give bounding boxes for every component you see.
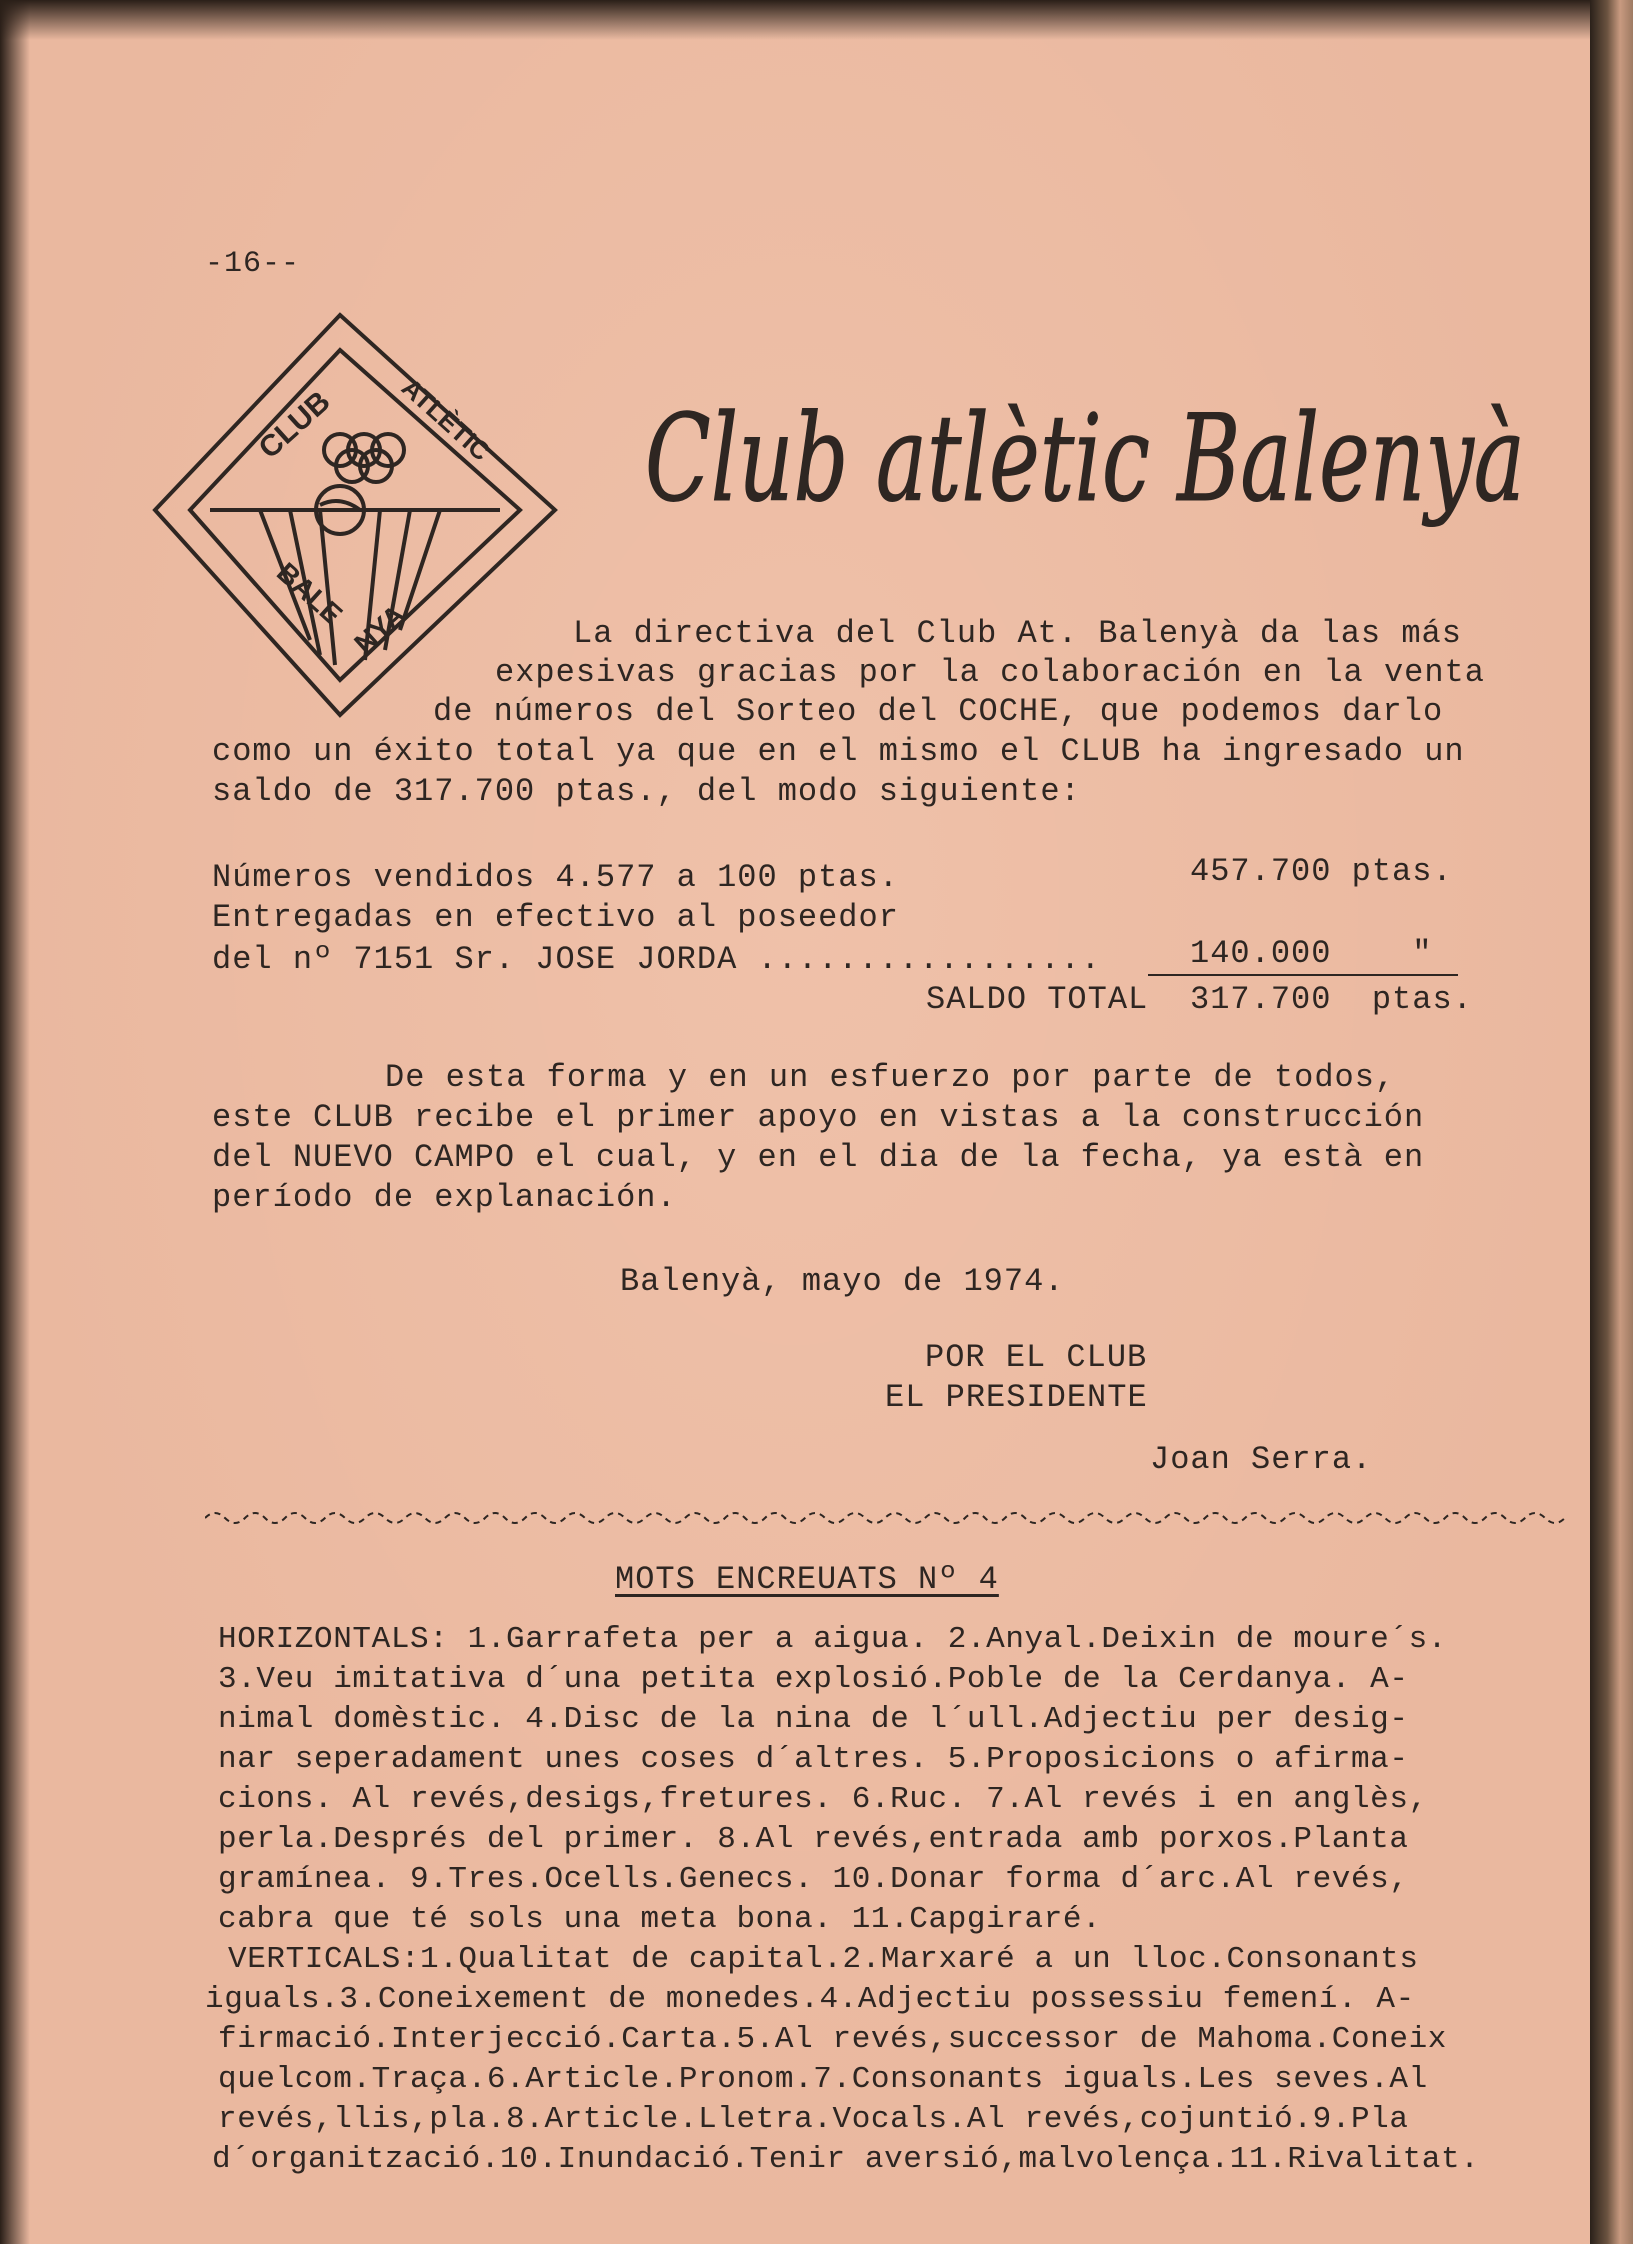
svg-text:ATLÈTIC: ATLÈTIC: [395, 372, 497, 467]
accounts-total-label: SALDO TOTAL: [926, 981, 1149, 1018]
handwritten-club-title: [635, 370, 1535, 560]
intro-line-3: de números del Sorteo del COCHE, que podemos darlo: [433, 693, 1444, 730]
page-number: -16--: [205, 247, 301, 281]
crossword-line: iguals.3.Coneixement de monedes.4.Adjectiu possessiu femení. A-: [205, 1982, 1415, 2017]
signoff-line-2: EL PRESIDENTE: [885, 1379, 1148, 1416]
svg-text:CLUB: CLUB: [252, 384, 337, 466]
svg-text:BALE: BALE: [270, 556, 349, 631]
page-shadow-left: [0, 0, 30, 2244]
svg-text:NYA: NYA: [348, 598, 412, 660]
crossword-line: nar seperadament unes coses d´altres. 5.Proposicions o afirma-: [218, 1742, 1409, 1777]
total-underline: [1148, 974, 1458, 976]
closing-line-1: De esta forma y en un esfuerzo por parte de todos,: [385, 1059, 1396, 1096]
signoff-line-1: POR EL CLUB: [925, 1339, 1148, 1376]
crossword-line: revés,llis,pla.8.Article.Lletra.Vocals.Al revés,cojuntió.9.Pla: [218, 2102, 1409, 2137]
accounts-row2-label: Entregadas en efectivo al poseedor: [212, 899, 899, 936]
crossword-line: VERTICALS:1.Qualitat de capital.2.Marxaré a un lloc.Consonants: [228, 1942, 1419, 1977]
closing-line-3: del NUEVO CAMPO el cual, y en el dia de la fecha, ya està en: [212, 1139, 1425, 1176]
intro-line-5: saldo de 317.700 ptas., del modo siguiente:: [212, 773, 1081, 810]
crossword-line: gramínea. 9.Tres.Ocells.Genecs. 10.Donar forma d´arc.Al revés,: [218, 1862, 1409, 1897]
decorative-divider: [205, 1508, 1575, 1528]
intro-line-1: La directiva del Club At. Balenyà da las más: [573, 615, 1462, 652]
accounts-total-value: 317.700 ptas.: [1190, 981, 1473, 1018]
crossword-line: nimal domèstic. 4.Disc de la nina de l´ull.Adjectiu per desig-: [218, 1702, 1409, 1737]
intro-line-2: expesivas gracias por la colaboración en la venta: [495, 654, 1485, 691]
crossword-line: perla.Després del primer. 8.Al revés,entrada amb porxos.Planta: [218, 1822, 1409, 1857]
crossword-line: d´organització.10.Inundació.Tenir aversió,malvolença.11.Rivalitat.: [212, 2142, 1480, 2177]
page-shadow-top: [0, 0, 1590, 40]
signoff-name: Joan Serra.: [1150, 1441, 1373, 1478]
crossword-line: 3.Veu imitativa d´una petita explosió.Poble de la Cerdanya. A-: [218, 1662, 1409, 1697]
svg-text:Club atlètic Balenyà: Club atlètic Balenyà: [645, 390, 1525, 529]
closing-line-2: este CLUB recibe el primer apoyo en vistas a la construcción: [212, 1099, 1425, 1136]
crossword-title: MOTS ENCREUATS Nº 4: [615, 1561, 999, 1598]
crossword-line: HORIZONTALS: 1.Garrafeta per a aigua. 2.Anyal.Deixin de moure´s.: [218, 1622, 1447, 1657]
place-date: Balenyà, mayo de 1974.: [620, 1263, 1065, 1300]
book-binding: [1590, 0, 1633, 2244]
accounts-row3-value: 140.000 ": [1190, 935, 1433, 972]
accounts-row3-label: del nº 7151 Sr. JOSE JORDA .................: [212, 941, 1101, 978]
intro-line-4: como un éxito total ya que en el mismo el CLUB ha ingresado un: [212, 733, 1465, 770]
closing-line-4: período de explanación.: [212, 1179, 677, 1216]
accounts-row1-value: 457.700 ptas.: [1190, 853, 1453, 890]
accounts-row1-label: Números vendidos 4.577 a 100 ptas.: [212, 859, 899, 896]
crossword-line: cabra que té sols una meta bona. 11.Capgiraré.: [218, 1902, 1102, 1937]
crossword-line: cions. Al revés,desigs,fretures. 6.Ruc. 7.Al revés i en anglès,: [218, 1782, 1428, 1817]
crossword-line: firmació.Interjecció.Carta.5.Al revés,successor de Mahoma.Coneix: [218, 2022, 1447, 2057]
crossword-line: quelcom.Traça.6.Article.Pronom.7.Consonants iguals.Les seves.Al: [218, 2062, 1428, 2097]
